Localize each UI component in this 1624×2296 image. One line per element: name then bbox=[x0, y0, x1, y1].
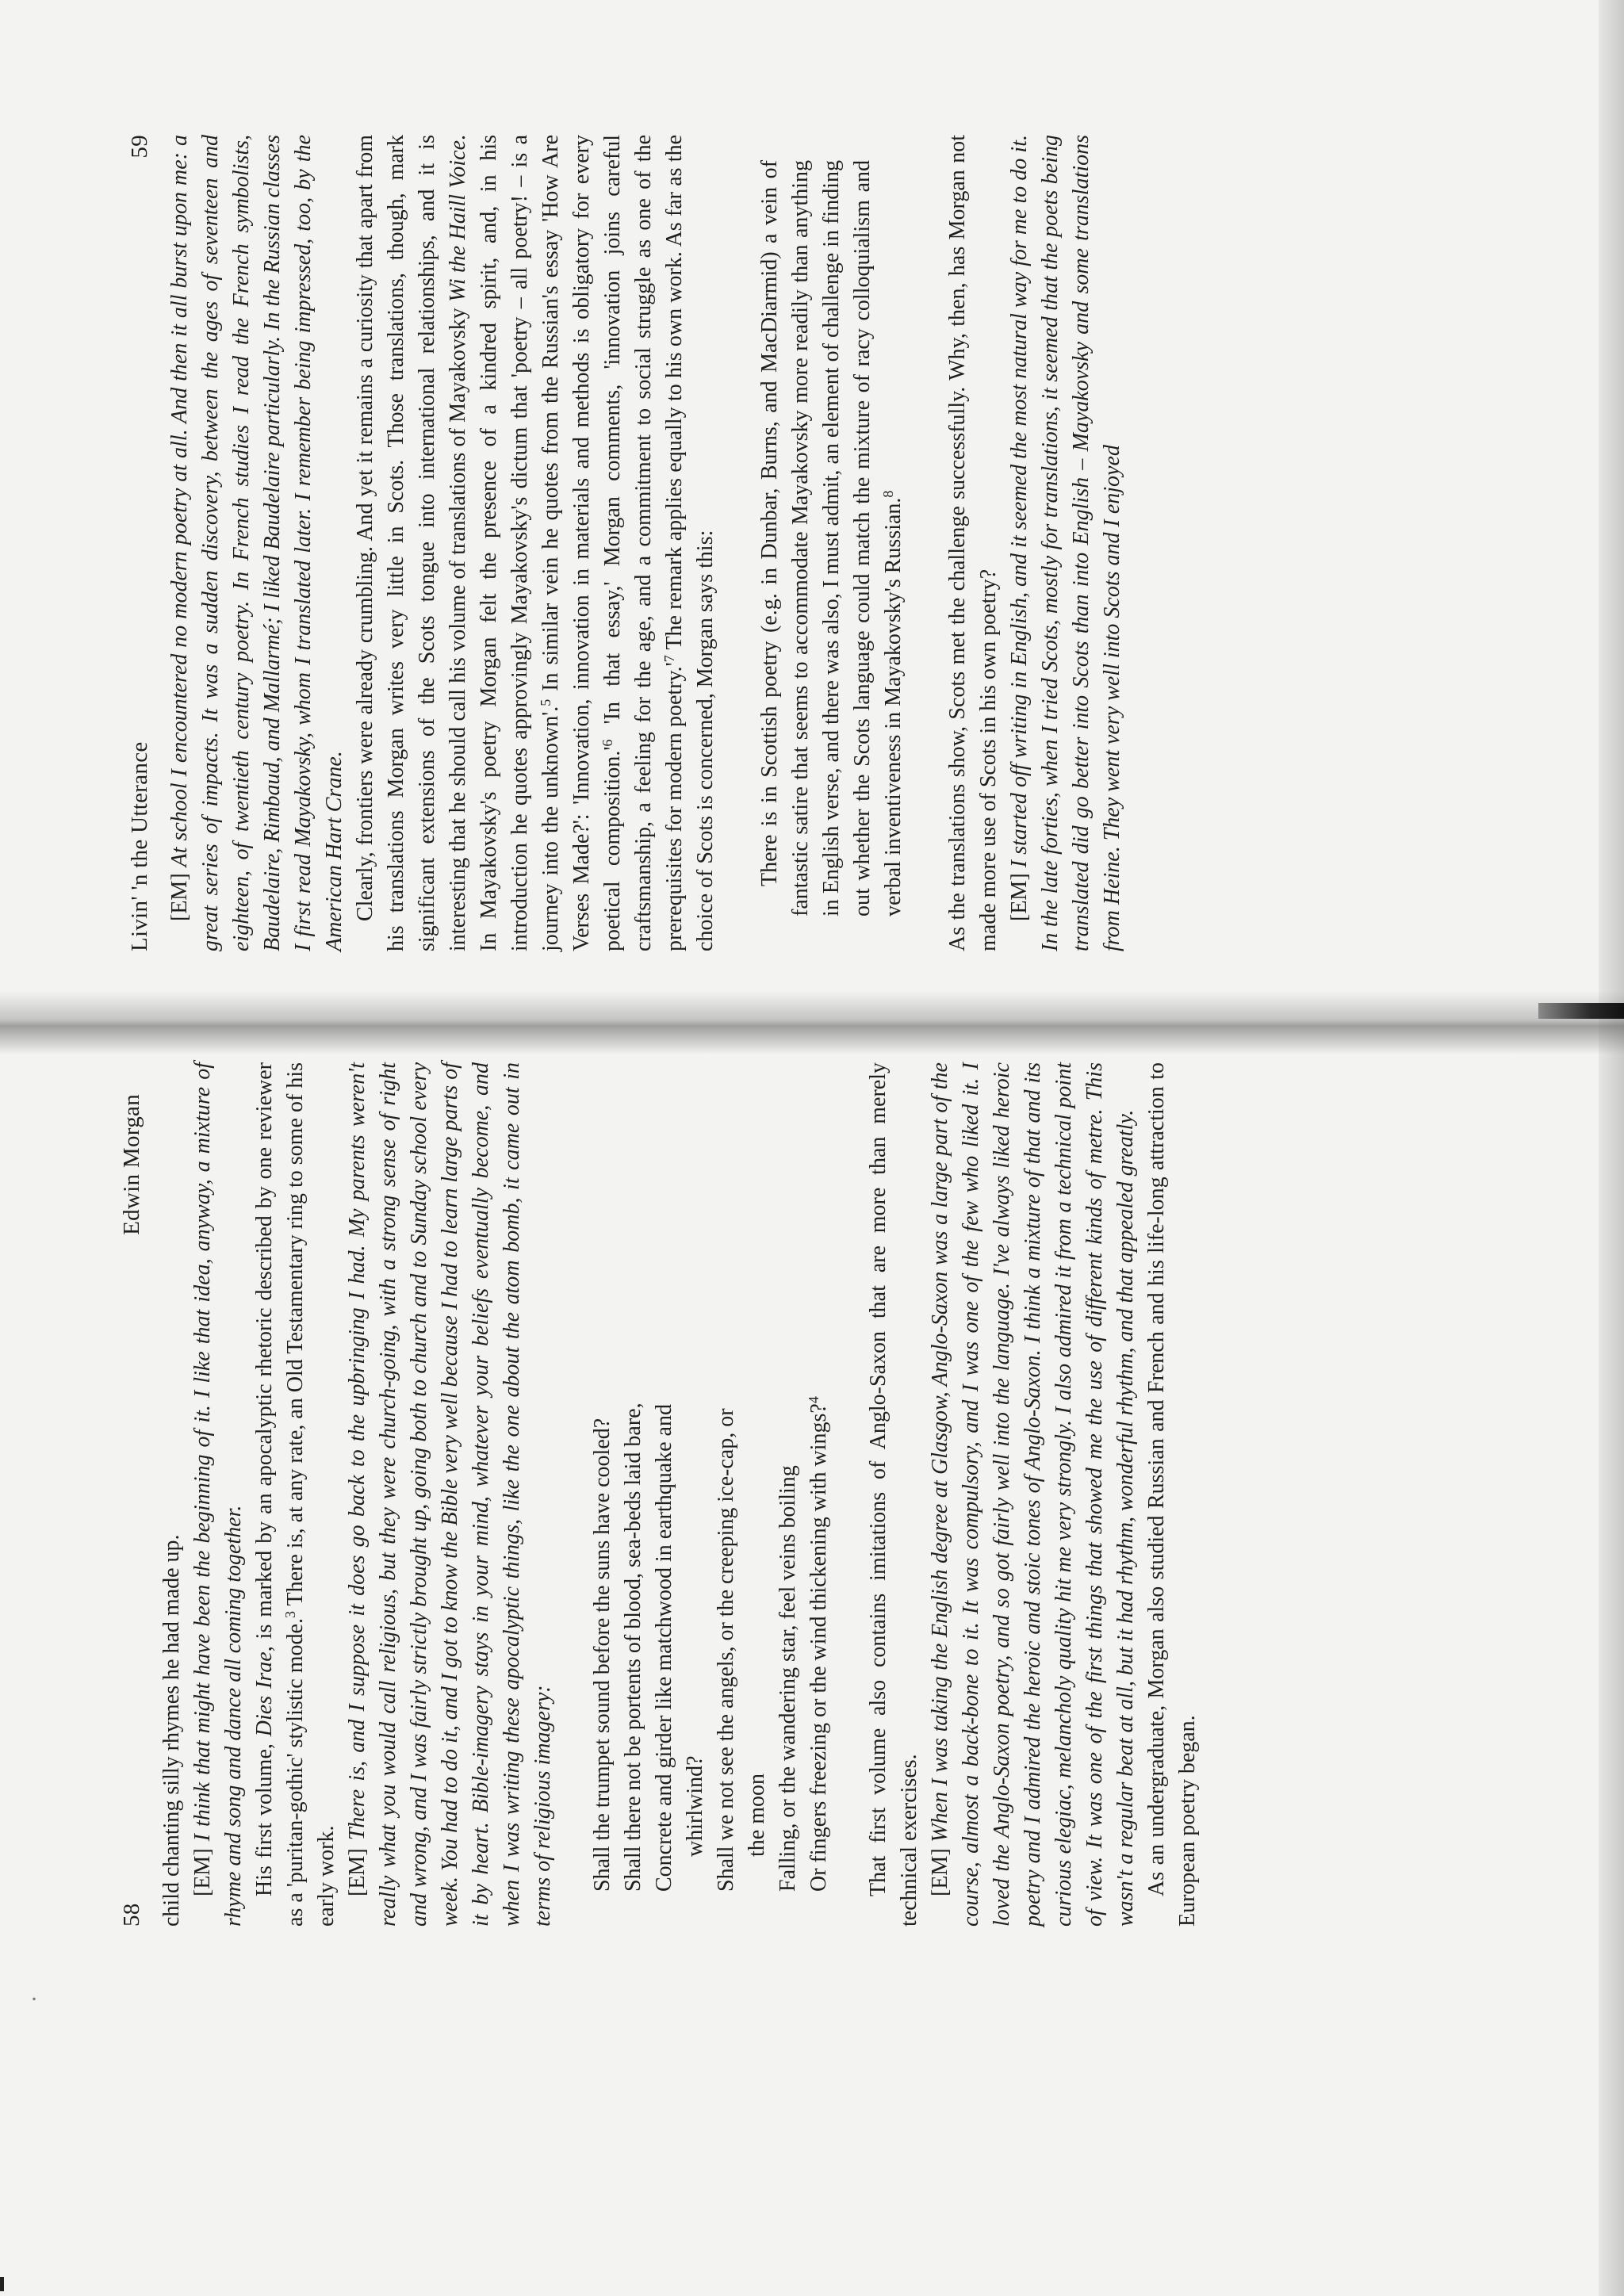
book-gutter bbox=[0, 991, 1624, 1054]
interview-answer bbox=[925, 1062, 1141, 1927]
answer-text: I think that might have been the beginning of it. I like that idea, anyway, a mixture of rhyme and song and dance all coming together. bbox=[190, 1062, 246, 1927]
block-quote bbox=[754, 160, 909, 916]
footnote-ref: 6 bbox=[599, 739, 615, 747]
footnote-ref: 4 bbox=[806, 1396, 822, 1404]
text-run: 'In that essay,' Morgan comments, 'innovation joins careful craftsmanship, a feeling for the age, and a commitment to social struggle as one of the prerequisites for modern poetry.' bbox=[600, 135, 687, 951]
footnote-ref: 3 bbox=[282, 1611, 298, 1619]
paragraph: child chanting silly rhymes he had made up. bbox=[159, 1534, 184, 1927]
interview-answer bbox=[342, 1062, 558, 1927]
poem-quote bbox=[587, 1062, 834, 1892]
speaker-tag: [EM] bbox=[928, 1842, 952, 1896]
left-page-header bbox=[119, 1062, 145, 1927]
answer-text: At school I encountered no modern poetry at all. And then it all burst upon me: a great series of impacts. It was a sudden discovery, between the ages of seventeen and eighteen, of twentieth century poetry. In French studies I read the French symbolists, Baudelaire, Rimbaud, and Mallarmé; I liked Baudelaire particularly. In the Russian classes I first read Mayakovsky, whom I translated later. I remember being impressed, too, by the American Hart Crane. bbox=[167, 135, 347, 951]
paragraph bbox=[350, 135, 721, 951]
book-title: Wi the Haill Voice bbox=[446, 140, 470, 302]
text-run: In similar vein he quotes from the Russian's essay 'How Are Verses Made?': 'Innovation, innovation in materials and methods is obligatory for every poetical composition.' bbox=[538, 135, 625, 951]
verse-text: Or fingers freezing or the wind thickening with wings? bbox=[806, 1403, 831, 1892]
quote-body: There is in Scottish poetry (e.g. in Dunbar, Burns, and MacDiarmid) a vein of fantastic satire that seems to accommodate Mayakovsky more readily than anything in English verse, and there was also, I must admit, an element of challenge in finding out whether the Scots language could match the mixture of racy colloquialism and verbal inventiveness in Mayakovsky's Russian. bbox=[757, 160, 906, 916]
book-title: Dies Irae bbox=[252, 1651, 277, 1737]
paragraph: As the translations show, Scots met the challenge successfully. Why, then, has Morgan not made more use of Scots in his own poetry? bbox=[945, 135, 1001, 951]
book-spine-shadow bbox=[1538, 1003, 1624, 1019]
speaker-tag: [EM] bbox=[190, 1841, 215, 1896]
footnote-ref: 7 bbox=[661, 655, 677, 663]
footnote-ref: 8 bbox=[880, 490, 896, 498]
page-number: 58 bbox=[119, 1903, 144, 1927]
right-page bbox=[127, 135, 1128, 951]
left-page-body bbox=[156, 1062, 1203, 1927]
right-page-header bbox=[127, 135, 153, 951]
right-page-body bbox=[164, 135, 1128, 951]
verse-line: whirlwind? bbox=[683, 1755, 707, 1857]
paragraph: That first volume also contains imitations of Anglo-Saxon that are more than merely technical exercises. bbox=[866, 1062, 921, 1927]
text-run: Clearly, frontiers were already crumbling. And yet it remains a curiosity that apart from his translations Morgan writes very little in Scots. Those translations, though, mark significant extensions of the Scots tongue into international relationships, and it is interesting that he should call his volume of translations of Mayakovsky bbox=[353, 135, 470, 951]
paragraph: As an undergraduate, Morgan also studied Russian and French and his life-long attraction to European poetry began. bbox=[1144, 1062, 1200, 1927]
verse-line: the moon bbox=[745, 1774, 769, 1857]
interview-answer bbox=[1004, 135, 1128, 951]
text-run: His first volume, bbox=[252, 1736, 277, 1896]
answer-text: When I was taking the English degree at Glasgow, Anglo-Saxon was a large part of the course, almost a back-bone to it. It was compulsory, and I was one of the few who liked it. I loved the Anglo-Saxon poetry, and so got fairly well into the language. I've always liked heroic poetry and I admired the heroic and stoic tones of Anglo-Saxon. I think a mixture of that and its curious elegiac, melancholy quality hit me very strongly. I also admired it from a technical point of view. It was one of the first things that showed me the use of different kinds of metre. This wasn't a regular beat at all, but it had rhythm, wonderful rhythm, and that appealed greatly. bbox=[928, 1062, 1138, 1927]
speaker-tag: [EM] bbox=[345, 1840, 370, 1896]
speaker-tag: [EM] bbox=[1007, 867, 1032, 921]
scan-mark bbox=[0, 2277, 4, 2291]
verse-line: Shall there not be portents of blood, sea-beds laid bare, bbox=[621, 1402, 645, 1892]
text-run: , is marked by an apocalyptic rhetoric described by one reviewer as a 'puritan-gothic' stylistic mode. bbox=[252, 1062, 308, 1927]
verse-line: Shall we not see the angels, or the creeping ice-cap, or bbox=[714, 1408, 738, 1892]
paragraph bbox=[249, 1062, 342, 1927]
text-run: The remark applies equally to his own work. As far as the choice of Scots is concerned, Morgan says this: bbox=[662, 134, 718, 951]
footnote-ref: 5 bbox=[538, 698, 553, 706]
text-run: . In Mayakovsky's poetry Morgan felt the presence of a kindred spirit, and, in his introduction he quotes approvingly Mayakovsky's dictum that 'poetry – all poetry! – is a journey into the unknown'. bbox=[446, 134, 563, 951]
scan-speck: · bbox=[30, 1986, 38, 2012]
verse-line: Falling, or the wandering star, feel veins boiling bbox=[776, 1465, 800, 1892]
text-run: There is, at any rate, an Old Testamentary ring to some of his early work. bbox=[283, 1062, 339, 1927]
interview-answer bbox=[187, 1062, 249, 1927]
speaker-tag: [EM] bbox=[167, 867, 192, 921]
answer-text: There is, and I suppose it does go back to the upbringing I had. My parents weren't really what you would call religious, but they were church-going, with a strong sense of right and wrong, and I was fairly strictly brought up, going both to church and to Sunday school every week. You had to do it, and I got to know the Bible very well because I had to learn large parts of it by heart. Bible-imagery stays in your mind, whatever your beliefs eventually become, and when I was writing these apocalyptic things, like the one about the atom bomb, it came out in terms of religious imagery: bbox=[345, 1062, 555, 1927]
answer-text: I started off writing in English, and it seemed the most natural way for me to do it. In the late forties, when I tried Scots, mostly for translations, it seemed that the poets being translated did go better into Scots than into English – Mayakovsky and some translations from Heine. They went very well into Scots and I enjoyed bbox=[1007, 135, 1124, 951]
left-page bbox=[119, 1062, 1203, 1927]
interview-answer bbox=[164, 135, 350, 951]
quote-text bbox=[754, 160, 909, 916]
page-number: 59 bbox=[127, 135, 152, 159]
running-head: Livin' 'n the Utterance bbox=[127, 741, 152, 951]
verse-line: Concrete and girder like matchwood in earthquake and bbox=[652, 1404, 676, 1892]
page-edge bbox=[1599, 0, 1624, 2296]
verse-line: Shall the trumpet sound before the suns have cooled? bbox=[590, 1418, 615, 1892]
verse-line bbox=[803, 1062, 834, 1892]
running-head: Edwin Morgan bbox=[119, 1094, 144, 1235]
